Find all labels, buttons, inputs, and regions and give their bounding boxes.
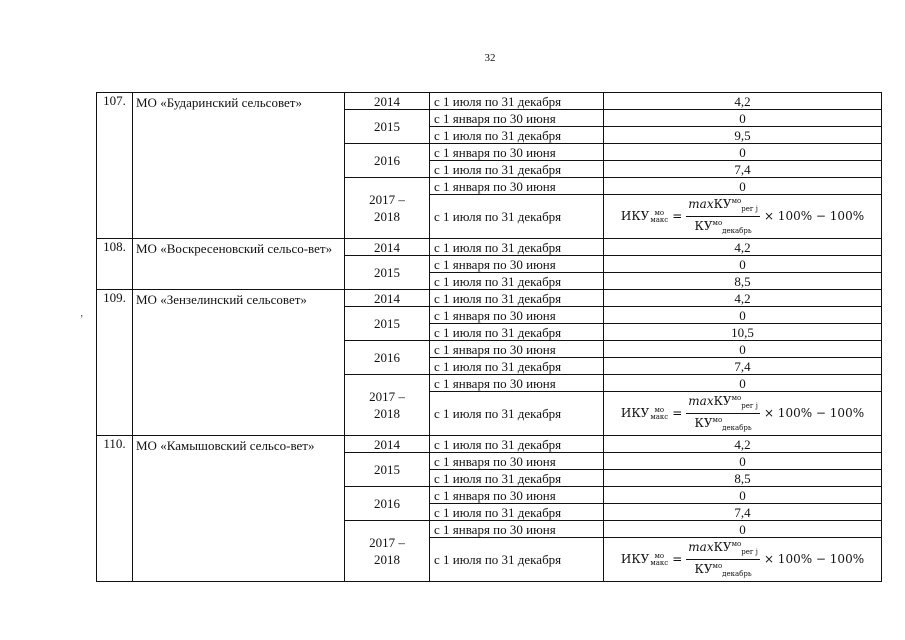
period-cell: с 1 июля по 31 декабря	[430, 195, 604, 239]
formula-lhs	[621, 210, 668, 224]
period-cell: с 1 января по 30 июня	[430, 256, 604, 273]
formula-tail: × 100% − 100%	[763, 552, 865, 566]
period-cell: с 1 июля по 31 декабря	[430, 392, 604, 436]
scan-mark: ‚	[80, 308, 84, 319]
table-row	[97, 93, 882, 110]
row-number: 109.	[97, 290, 133, 436]
period-cell: с 1 июля по 31 декабря	[430, 273, 604, 290]
formula-lhs-indices	[650, 210, 668, 224]
period-cell: с 1 июля по 31 декабря	[430, 470, 604, 487]
formula-lhs-sub: макс	[650, 558, 669, 567]
value-cell: 8,5	[604, 470, 882, 487]
formula-lhs	[621, 407, 668, 421]
value-cell: 0	[604, 110, 882, 127]
row-number: 110.	[97, 436, 133, 582]
formula-numerator	[686, 538, 760, 560]
formula-fraction	[686, 392, 760, 435]
value-cell: 0	[604, 341, 882, 358]
formula-tail: × 100% − 100%	[763, 406, 865, 420]
year-cell: 2015	[345, 307, 430, 341]
year-cell: 2016	[345, 487, 430, 521]
period-cell: с 1 января по 30 июня	[430, 521, 604, 538]
page-number: 32	[484, 52, 496, 64]
formula-num-main: КУ	[713, 197, 732, 211]
period-cell: с 1 января по 30 июня	[430, 341, 604, 358]
formula-num-main: КУ	[713, 540, 732, 554]
formula-num-sup: мо	[731, 197, 742, 205]
formula-lhs	[621, 553, 668, 567]
period-cell: с 1 июля по 31 декабря	[430, 93, 604, 110]
year-cell: 2017 – 2018	[345, 521, 430, 582]
period-cell: с 1 января по 30 июня	[430, 487, 604, 504]
formula-denominator	[693, 560, 754, 581]
formula-den-main: КУ	[694, 562, 713, 576]
period-cell: с 1 января по 30 июня	[430, 375, 604, 392]
period-cell: с 1 июля по 31 декабря	[430, 504, 604, 521]
year-cell: 2015	[345, 256, 430, 290]
period-cell: с 1 июля по 31 декабря	[430, 436, 604, 453]
period-cell: с 1 января по 30 июня	[430, 110, 604, 127]
formula-lhs-main: ИКУ	[620, 405, 650, 420]
formula-num-sub: рег j	[741, 548, 758, 556]
table-row	[97, 239, 882, 256]
row-number: 107.	[97, 93, 133, 239]
formula-den-sup: мо	[712, 416, 723, 424]
period-cell: с 1 июля по 31 декабря	[430, 538, 604, 582]
value-cell: 7,4	[604, 161, 882, 178]
formula-num-prefix: max	[688, 540, 714, 554]
formula-denominator	[693, 217, 754, 238]
formula-lhs-main: ИКУ	[620, 208, 650, 223]
year-cell: 2016	[345, 341, 430, 375]
formula-lhs-sup: мо	[654, 551, 665, 560]
formula-ikumax	[621, 538, 864, 581]
value-cell	[604, 195, 882, 239]
tariff-table	[96, 92, 882, 582]
period-cell: с 1 января по 30 июня	[430, 307, 604, 324]
formula-fraction	[686, 195, 760, 238]
year-cell: 2014	[345, 239, 430, 256]
value-cell: 4,2	[604, 239, 882, 256]
table-row	[97, 290, 882, 307]
formula-lhs-sub: макс	[650, 215, 669, 224]
formula-lhs-indices	[650, 553, 668, 567]
period-cell: с 1 июля по 31 декабря	[430, 239, 604, 256]
formula-den-sup: мо	[712, 562, 723, 570]
table-row	[97, 436, 882, 453]
formula-num-main: КУ	[713, 394, 732, 408]
formula-ikumax	[621, 392, 864, 435]
formula-num-prefix: max	[688, 394, 714, 408]
period-cell: с 1 июля по 31 декабря	[430, 161, 604, 178]
formula-lhs-main: ИКУ	[620, 551, 650, 566]
year-cell: 2015	[345, 110, 430, 144]
value-cell: 7,4	[604, 358, 882, 375]
municipality-name: МО «Бударинский сельсовет»	[133, 93, 345, 239]
formula-num-sub: рег j	[741, 205, 758, 213]
value-cell: 8,5	[604, 273, 882, 290]
formula-ikumax	[621, 195, 864, 238]
formula-den-main: КУ	[694, 416, 713, 430]
year-cell: 2014	[345, 436, 430, 453]
formula-fraction	[686, 538, 760, 581]
formula-num-sub: рег j	[741, 402, 758, 410]
period-cell: с 1 июля по 31 декабря	[430, 127, 604, 144]
value-cell: 0	[604, 256, 882, 273]
formula-numerator	[686, 195, 760, 217]
formula-num-sup: мо	[731, 540, 742, 548]
value-cell: 0	[604, 375, 882, 392]
value-cell: 0	[604, 307, 882, 324]
value-cell: 7,4	[604, 504, 882, 521]
municipality-name: МО «Воскресеновский сельсо-вет»	[133, 239, 345, 290]
value-cell: 0	[604, 487, 882, 504]
year-cell: 2016	[345, 144, 430, 178]
value-cell: 10,5	[604, 324, 882, 341]
formula-numerator	[686, 392, 760, 414]
value-cell: 0	[604, 453, 882, 470]
value-cell: 0	[604, 178, 882, 195]
value-cell: 4,2	[604, 290, 882, 307]
value-cell	[604, 392, 882, 436]
year-cell: 2014	[345, 93, 430, 110]
value-cell: 0	[604, 144, 882, 161]
formula-equals: =	[672, 552, 683, 566]
period-cell: с 1 января по 30 июня	[430, 178, 604, 195]
value-cell: 9,5	[604, 127, 882, 144]
period-cell: с 1 января по 30 июня	[430, 144, 604, 161]
value-cell: 4,2	[604, 436, 882, 453]
formula-den-sub: декабрь	[722, 570, 752, 578]
formula-equals: =	[672, 406, 683, 420]
municipality-name: МО «Зензелинский сельсовет»	[133, 290, 345, 436]
formula-lhs-sup: мо	[654, 208, 665, 217]
formula-lhs-sup: мо	[654, 405, 665, 414]
period-cell: с 1 июля по 31 декабря	[430, 358, 604, 375]
formula-den-sub: декабрь	[722, 424, 752, 432]
municipality-name: МО «Камышовский сельсо-вет»	[133, 436, 345, 582]
formula-equals: =	[672, 209, 683, 223]
year-cell: 2015	[345, 453, 430, 487]
formula-den-main: КУ	[694, 219, 713, 233]
value-cell: 4,2	[604, 93, 882, 110]
period-cell: с 1 января по 30 июня	[430, 453, 604, 470]
formula-denominator	[693, 414, 754, 435]
period-cell: с 1 июля по 31 декабря	[430, 324, 604, 341]
formula-lhs-sub: макс	[650, 412, 669, 421]
formula-num-sup: мо	[731, 394, 742, 402]
value-cell: 0	[604, 521, 882, 538]
row-number: 108.	[97, 239, 133, 290]
year-cell: 2017 – 2018	[345, 178, 430, 239]
year-cell: 2017 – 2018	[345, 375, 430, 436]
formula-num-prefix: max	[688, 197, 714, 211]
year-cell: 2014	[345, 290, 430, 307]
formula-tail: × 100% − 100%	[763, 209, 865, 223]
formula-den-sub: декабрь	[722, 227, 752, 235]
formula-den-sup: мо	[712, 219, 723, 227]
value-cell	[604, 538, 882, 582]
formula-lhs-indices	[650, 407, 668, 421]
period-cell: с 1 июля по 31 декабря	[430, 290, 604, 307]
